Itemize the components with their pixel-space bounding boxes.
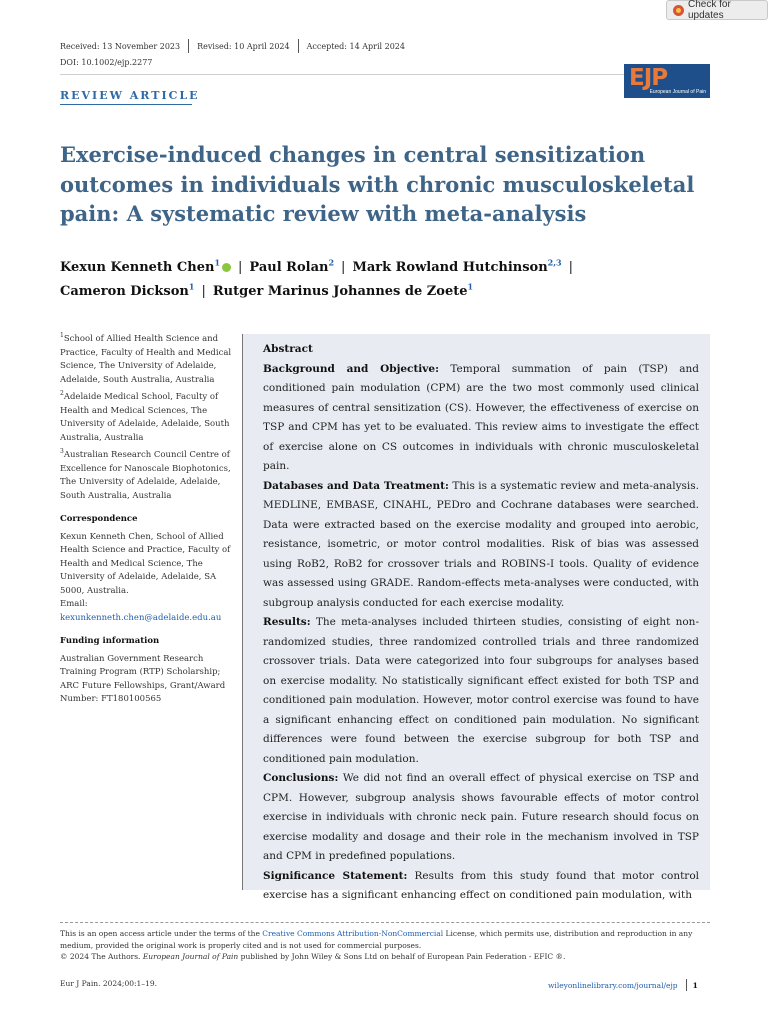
license-post: License, which permits use, distribution and reproduction in any medium, provided the original work is properly cited and is not used for commercial purposes. xyxy=(60,929,693,950)
citation: Eur J Pain. 2024;00:1–19. xyxy=(60,979,157,988)
section-text: This is a systematic review and meta-analysis. MEDLINE, EMBASE, CINAHL, PEDro and Cochrane databases were searched. Data were extracted based on the exercise modality and grouped into aerobic, resistance, isometric, or motor control modalities. Risk of bias was assessed using RoB2, RoB2 for crossover trials and ROBINS-I tools. Quality of evidence was assessed using GRADE. Random-effects meta-analyses were conducted, with subgroup analysis conducted for each exercise modality. xyxy=(263,479,699,609)
email-link[interactable]: kexunkenneth.chen@adelaide.edu.au xyxy=(60,612,222,623)
copyright-post: published by John Wiley & Sons Ltd on behalf of European Pain Federation - EFIC ®. xyxy=(238,952,566,961)
abstract-section xyxy=(263,477,699,614)
copyright-text xyxy=(60,951,710,963)
funding-text: Australian Government Research Training Program (RTP) Scholarship; ARC Future Fellowships, Grant/Award Number: FT180100565 xyxy=(60,653,226,704)
received-date: Received: 13 November 2023 xyxy=(60,41,181,51)
author-affiliation[interactable]: 2 xyxy=(328,257,335,268)
author-list xyxy=(60,256,720,304)
section-text: The meta-analyses included thirteen studies, consisting of eight non-randomized studies, three randomized controlled trials and three randomized crossover trials. Data were categorized into four subgroups for analyses based on exercise modality. No statistically significant effect existed for both TSP and conditioned pain modulation. However, motor control exercise was found to have a significant enhancing effect on conditioned pain modulation. No significant differences were found between the exercise subgroup for both TSP and conditioned pain modulation. xyxy=(263,616,699,765)
correspondence-heading: Correspondence xyxy=(60,514,138,524)
doi[interactable]: DOI: 10.1002/ejp.2277 xyxy=(60,58,153,67)
section-label: Databases and Data Treatment: xyxy=(263,479,449,492)
check-for-updates-label: Check for updates xyxy=(688,0,731,21)
affiliation-text: Adelaide Medical School, Faculty of Health and Medical Sciences, The University of Adelaide, Adelaide, South Australia, Australia xyxy=(60,392,230,443)
section-text: Temporal summation of pain (TSP) and conditioned pain modulation (CPM) are the two most commonly used clinical measures of central sensitization (CS). However, the effectiveness of exercise on TSP and CPM has yet to be evaluated. This review aims to investigate the effect of exercise alone on CS outcomes in individuals with chronic musculoskeletal pain. xyxy=(263,362,699,472)
correspondence-text xyxy=(60,531,238,626)
affiliation xyxy=(60,333,238,387)
abstract-section xyxy=(263,360,699,477)
abstract-section xyxy=(263,613,699,769)
license-link[interactable]: Creative Commons Attribution-NonCommercial xyxy=(262,929,444,938)
email-label: Email: xyxy=(60,599,88,609)
copyright-journal: European Journal of Pain xyxy=(142,952,239,961)
affiliation-text: School of Allied Health Science and Practice, Faculty of Health and Medical Science, The University of Adelaide, Adelaide, South Australia, Australia xyxy=(60,334,232,385)
section-text: Results from this study found that motor control exercise has a significant enhancing effect on conditioned pain modulation, with xyxy=(263,869,700,901)
check-for-updates-button[interactable] xyxy=(666,0,768,20)
abstract-heading: Abstract xyxy=(263,343,313,355)
author-separator: | xyxy=(238,260,243,275)
license-footer xyxy=(60,928,710,963)
affiliation-text: Australian Research Council Centre of Excellence for Nanoscale Biophotonics, The University of Adelaide, Adelaide, South Australia, Australia xyxy=(60,450,231,501)
page-number: 1 xyxy=(692,980,698,990)
section-text: We did not find an overall effect of physical exercise on TSP and CPM. However, subgroup analysis shows favourable effects of motor control exercise in individuals with chronic neck pain. Future research should focus on exercise modality and dosage and their role in the mechanism involved in TSP and CPM in predefined populations. xyxy=(263,772,699,862)
revised-date: Revised: 10 April 2024 xyxy=(197,41,290,51)
article-dates xyxy=(60,39,405,53)
divider xyxy=(686,979,687,991)
author-name[interactable]: Rutger Marinus Johannes de Zoete xyxy=(212,284,468,299)
article-type-underline xyxy=(60,104,192,105)
author-name[interactable]: Cameron Dickson xyxy=(60,284,189,299)
article-type: REVIEW ARTICLE xyxy=(60,89,200,102)
journal-logo xyxy=(624,64,710,98)
section-label: Conclusions: xyxy=(263,772,339,784)
abstract-section xyxy=(263,867,699,906)
divider xyxy=(298,39,299,53)
section-label: Results: xyxy=(263,616,311,628)
footer-rule xyxy=(60,922,710,923)
page-footer-right xyxy=(548,979,698,991)
license-pre: This is an open access article under the terms of the xyxy=(60,929,263,938)
logo-abbr: EJP xyxy=(629,65,668,91)
author-name[interactable]: Kexun Kenneth Chen xyxy=(60,260,215,275)
logo-name: European Journal of Pain xyxy=(649,89,706,95)
author-name[interactable]: Mark Rowland Hutchinson xyxy=(352,260,548,275)
journal-url[interactable]: wileyonlinelibrary.com/journal/ejp xyxy=(548,980,678,990)
author-affiliation[interactable]: 1 xyxy=(214,257,221,268)
affiliation xyxy=(60,391,238,445)
accepted-date: Accepted: 14 April 2024 xyxy=(306,41,405,51)
abstract xyxy=(263,340,699,906)
abstract-section xyxy=(263,769,699,867)
author-affiliation[interactable]: 1 xyxy=(467,281,474,292)
header-rule xyxy=(60,74,710,75)
funding-heading: Funding information xyxy=(60,636,160,646)
affiliation xyxy=(60,449,238,503)
crossmark-icon xyxy=(673,5,684,16)
author-separator: | xyxy=(341,260,346,275)
section-label: Background and Objective: xyxy=(263,362,439,375)
author-affiliation[interactable]: 2,3 xyxy=(547,257,562,268)
divider xyxy=(188,39,189,53)
article-title: Exercise-induced changes in central sensitization outcomes in individuals with chronic musculoskeletal pain: A systematic review with meta-analysis xyxy=(60,142,695,226)
orcid-icon[interactable] xyxy=(222,263,231,272)
section-label: Significance Statement: xyxy=(263,869,408,882)
abstract-box xyxy=(242,334,710,901)
author-separator: | xyxy=(201,284,206,299)
affiliation-number: 2 xyxy=(60,390,64,398)
affiliation-number: 1 xyxy=(60,332,64,340)
copyright-pre: © 2024 The Authors. xyxy=(60,952,143,961)
correspondence-address: Kexun Kenneth Chen, School of Allied Health Science and Practice, Faculty of Health and Medical Science, The University of Adelaide, Adelaide, SA 5000, Australia. xyxy=(60,531,231,596)
author-separator: | xyxy=(568,260,573,275)
license-text xyxy=(60,928,710,951)
author-affiliation[interactable]: 1 xyxy=(188,281,195,292)
sidebar-info xyxy=(60,333,238,711)
affiliation-number: 3 xyxy=(60,448,64,456)
author-name[interactable]: Paul Rolan xyxy=(249,260,329,275)
